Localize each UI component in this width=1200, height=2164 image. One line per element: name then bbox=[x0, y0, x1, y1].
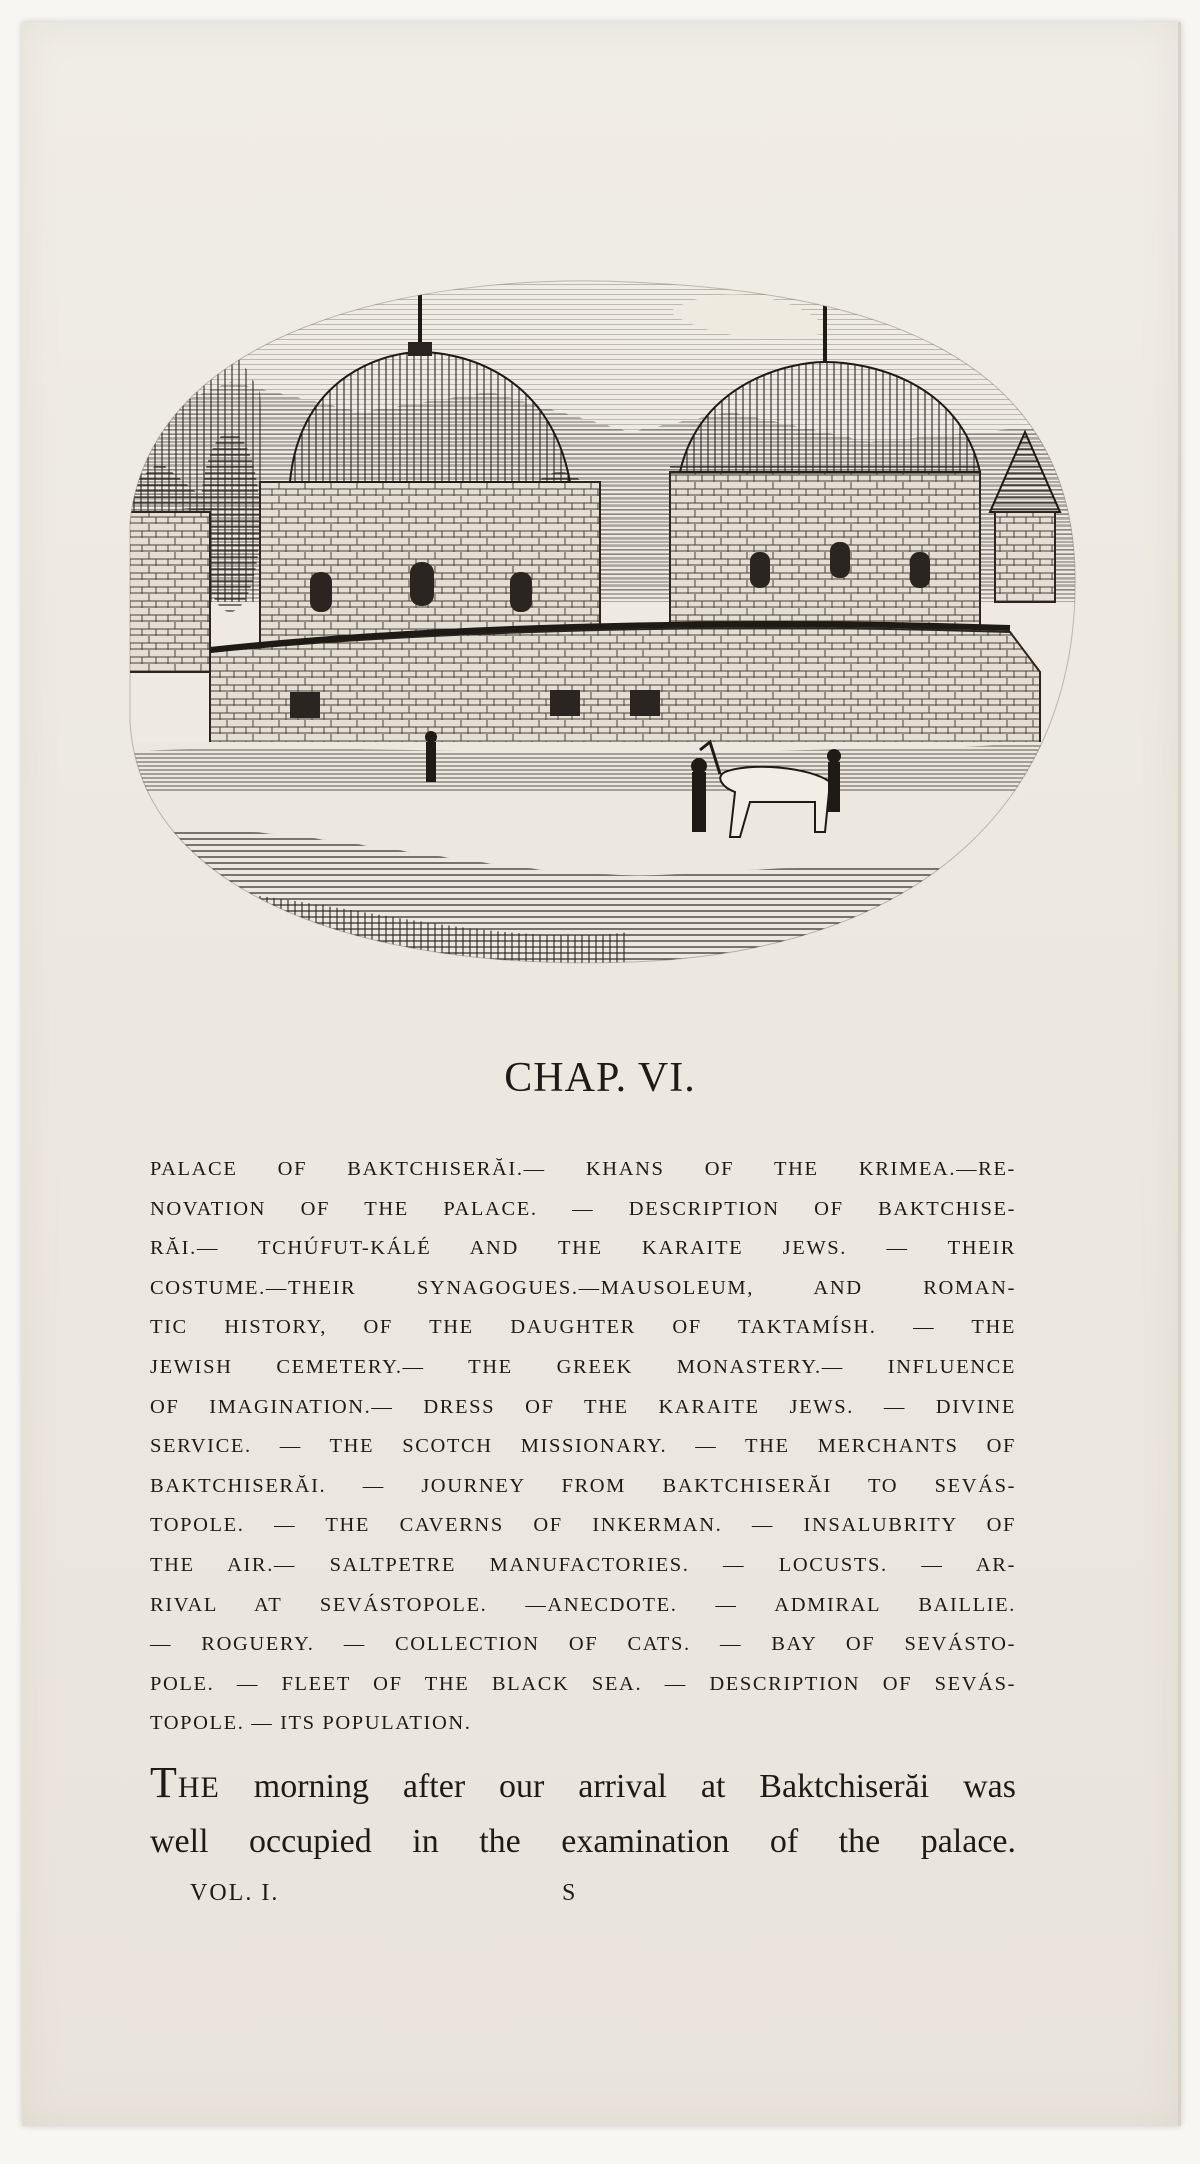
small-caps-word: HE bbox=[177, 1771, 220, 1804]
engraving-palace-domes-icon bbox=[110, 272, 1090, 972]
summary-line: COSTUME.—THEIR SYNAGOGUES.—MAUSOLEUM, AND ROMAN- bbox=[150, 1276, 1016, 1299]
summary-line: TOPOLE. — ITS POPULATION. bbox=[150, 1712, 472, 1735]
volume-label: VOL. I. bbox=[190, 1880, 280, 1906]
summary-line: SERVICE. — THE SCOTCH MISSIONARY. — THE MERCHANTS OF bbox=[150, 1435, 1016, 1458]
summary-line: NOVATION OF THE PALACE. — DESCRIPTION OF BAKTCHISE- bbox=[150, 1197, 1016, 1220]
drop-cap: T bbox=[150, 1758, 178, 1807]
body-line-1 bbox=[150, 1756, 1016, 1815]
summary-line: THE AIR.— SALTPETRE MANUFACTORIES. — LOCUSTS. — AR- bbox=[150, 1553, 1016, 1576]
summary-line: OF IMAGINATION.— DRESS OF THE KARAITE JEWS. — DIVINE bbox=[150, 1395, 1016, 1418]
summary-line: JEWISH CEMETERY.— THE GREEK MONASTERY.— INFLUENCE bbox=[150, 1355, 1016, 1378]
summary-line: POLE. — FLEET OF THE BLACK SEA. — DESCRIPTION OF SEVÁS- bbox=[150, 1672, 1016, 1695]
body-line-2: well occupied in the examination of the palace. bbox=[150, 1823, 1016, 1860]
summary-line: TIC HISTORY, OF THE DAUGHTER OF TAKTAMÍSH. — THE bbox=[150, 1316, 1016, 1339]
book-page bbox=[22, 22, 1181, 2126]
summary-line: RĂI.— TCHÚFUT-KÁLÉ AND THE KARAITE JEWS. — THEIR bbox=[150, 1237, 1016, 1260]
summary-line: RIVAL AT SEVÁSTOPOLE. —ANECDOTE. — ADMIRAL BAILLIE. bbox=[150, 1593, 1016, 1616]
body-paragraph bbox=[150, 1756, 1016, 1869]
summary-line: PALACE OF BAKTCHISERĂI.— KHANS OF THE KRIMEA.—RE- bbox=[150, 1158, 1016, 1180]
body-line-1-text: morning after our arrival at Baktchiserăi was bbox=[219, 1768, 1016, 1805]
signature-mark: S bbox=[562, 1880, 578, 1906]
summary-line: TOPOLE. — THE CAVERNS OF INKERMAN. — INSALUBRITY OF bbox=[150, 1514, 1016, 1537]
summary-line: — ROGUERY. — COLLECTION OF CATS. — BAY OF SEVÁSTO- bbox=[150, 1633, 1016, 1656]
chapter-summary bbox=[150, 1150, 1016, 1744]
summary-line: BAKTCHISERĂI. — JOURNEY FROM BAKTCHISERĂI TO SEVÁS- bbox=[150, 1474, 1016, 1497]
chapter-title: CHAP. VI. bbox=[504, 1055, 696, 1101]
page-footer bbox=[22, 1880, 1178, 1920]
